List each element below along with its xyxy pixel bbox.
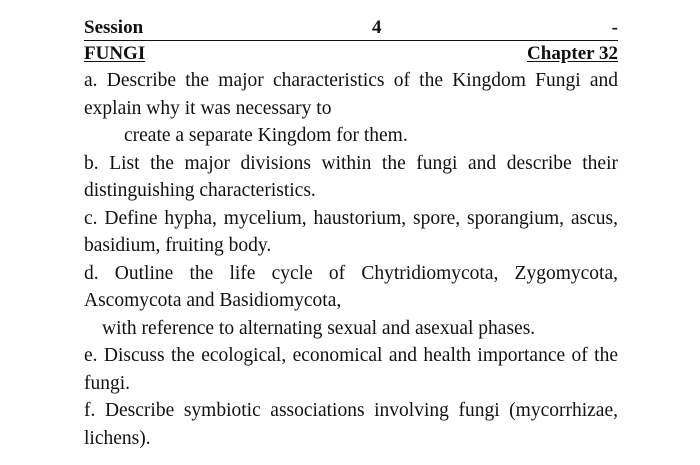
objective-f: f. Describe symbiotic associations involving fungi (mycorrhizae, lichens). <box>84 400 618 449</box>
objective-d-continuation: with reference to alternating sexual and asexual phases. <box>102 317 536 339</box>
objective-d: d. Outline the life cycle of Chytridiomycota, Zygomycota, Ascomycota and Basidiomycota, <box>84 262 618 311</box>
objective-e: e. Discuss the ecological, economical and health importance of the fungi. <box>84 345 618 394</box>
topic-header <box>84 41 618 67</box>
objective-a: a. Describe the major characteristics of the Kingdom Fungi and explain why it was necessary to <box>84 70 618 119</box>
objective-a-continuation: create a separate Kingdom for them. <box>124 125 408 146</box>
objectives-list <box>84 67 618 452</box>
objective-b: b. List the major divisions within the fungi and describe their distinguishing characteristics. <box>84 152 618 201</box>
session-label: Session <box>84 17 144 38</box>
objective-c: c. Define hypha, mycelium, haustorium, spore, sporangium, ascus, basidium, fruiting body. <box>84 207 618 256</box>
document-page <box>84 16 618 452</box>
session-dash: - <box>611 17 618 38</box>
chapter-label: Chapter 32 <box>527 43 618 64</box>
session-number: 4 <box>372 17 382 38</box>
topic-title: FUNGI <box>84 43 146 64</box>
session-header <box>84 16 618 41</box>
